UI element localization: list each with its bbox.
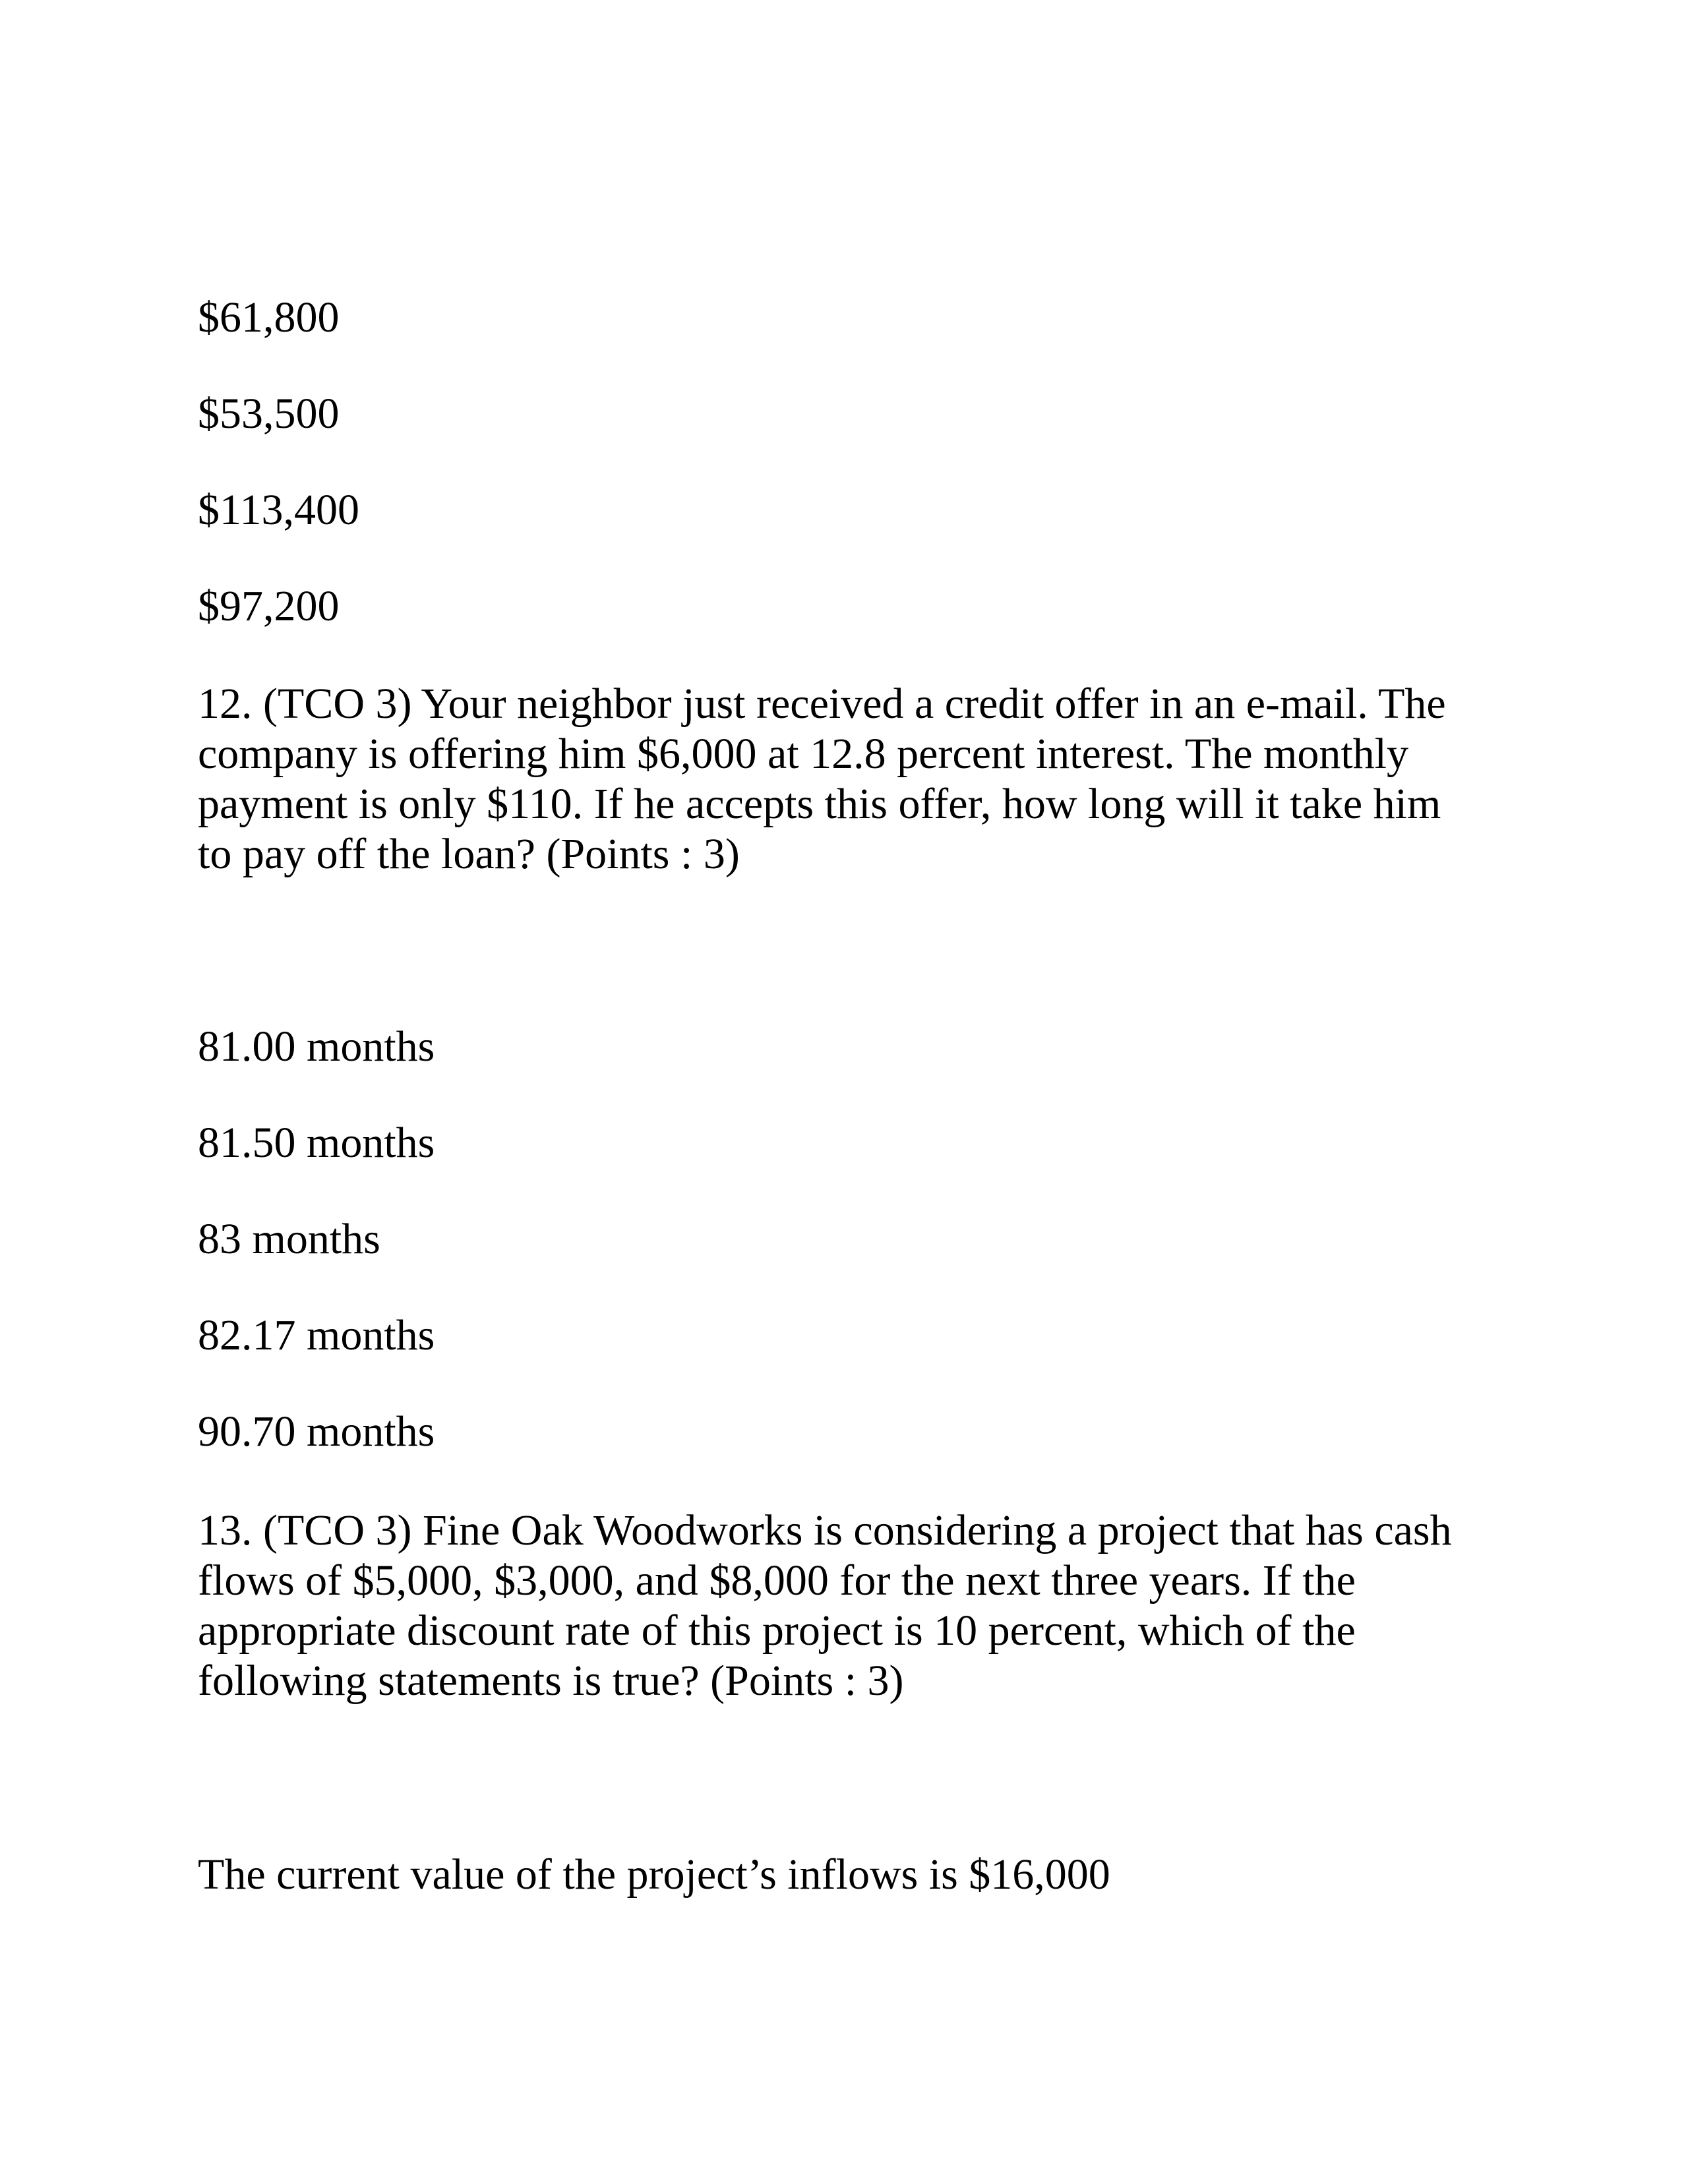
answer-option[interactable]: The current value of the project’s inflows is $16,000	[198, 1850, 1110, 1899]
answer-option[interactable]: 82.17 months	[198, 1311, 435, 1359]
question-line: to pay off the loan? (Points : 3)	[198, 830, 740, 878]
answer-option[interactable]: $113,400	[198, 486, 360, 534]
answer-option[interactable]: 90.70 months	[198, 1407, 435, 1456]
question-line: company is offering him $6,000 at 12.8 percent interest. The monthly	[198, 730, 1409, 778]
question-line: flows of $5,000, $3,000, and $8,000 for the next three years. If the	[198, 1556, 1356, 1605]
answer-option[interactable]: $97,200	[198, 582, 340, 630]
answer-option[interactable]: $61,800	[198, 293, 340, 341]
answer-option[interactable]: $53,500	[198, 390, 340, 438]
question-12-text	[198, 679, 1490, 879]
question-line: following statements is true? (Points : 3)	[198, 1657, 904, 1705]
question-line: payment is only $110. If he accepts this offer, how long will it take him	[198, 780, 1441, 828]
answer-option[interactable]: 83 months	[198, 1215, 380, 1263]
question-13-text	[198, 1506, 1490, 1706]
answer-option[interactable]: 81.00 months	[198, 1022, 435, 1071]
answer-option[interactable]: 81.50 months	[198, 1119, 435, 1167]
question-line: 13. (TCO 3) Fine Oak Woodworks is considering a project that has cash	[198, 1506, 1452, 1554]
question-line: 12. (TCO 3) Your neighbor just received a credit offer in an e-mail. The	[198, 680, 1446, 728]
question-line: appropriate discount rate of this project is 10 percent, which of the	[198, 1607, 1356, 1655]
